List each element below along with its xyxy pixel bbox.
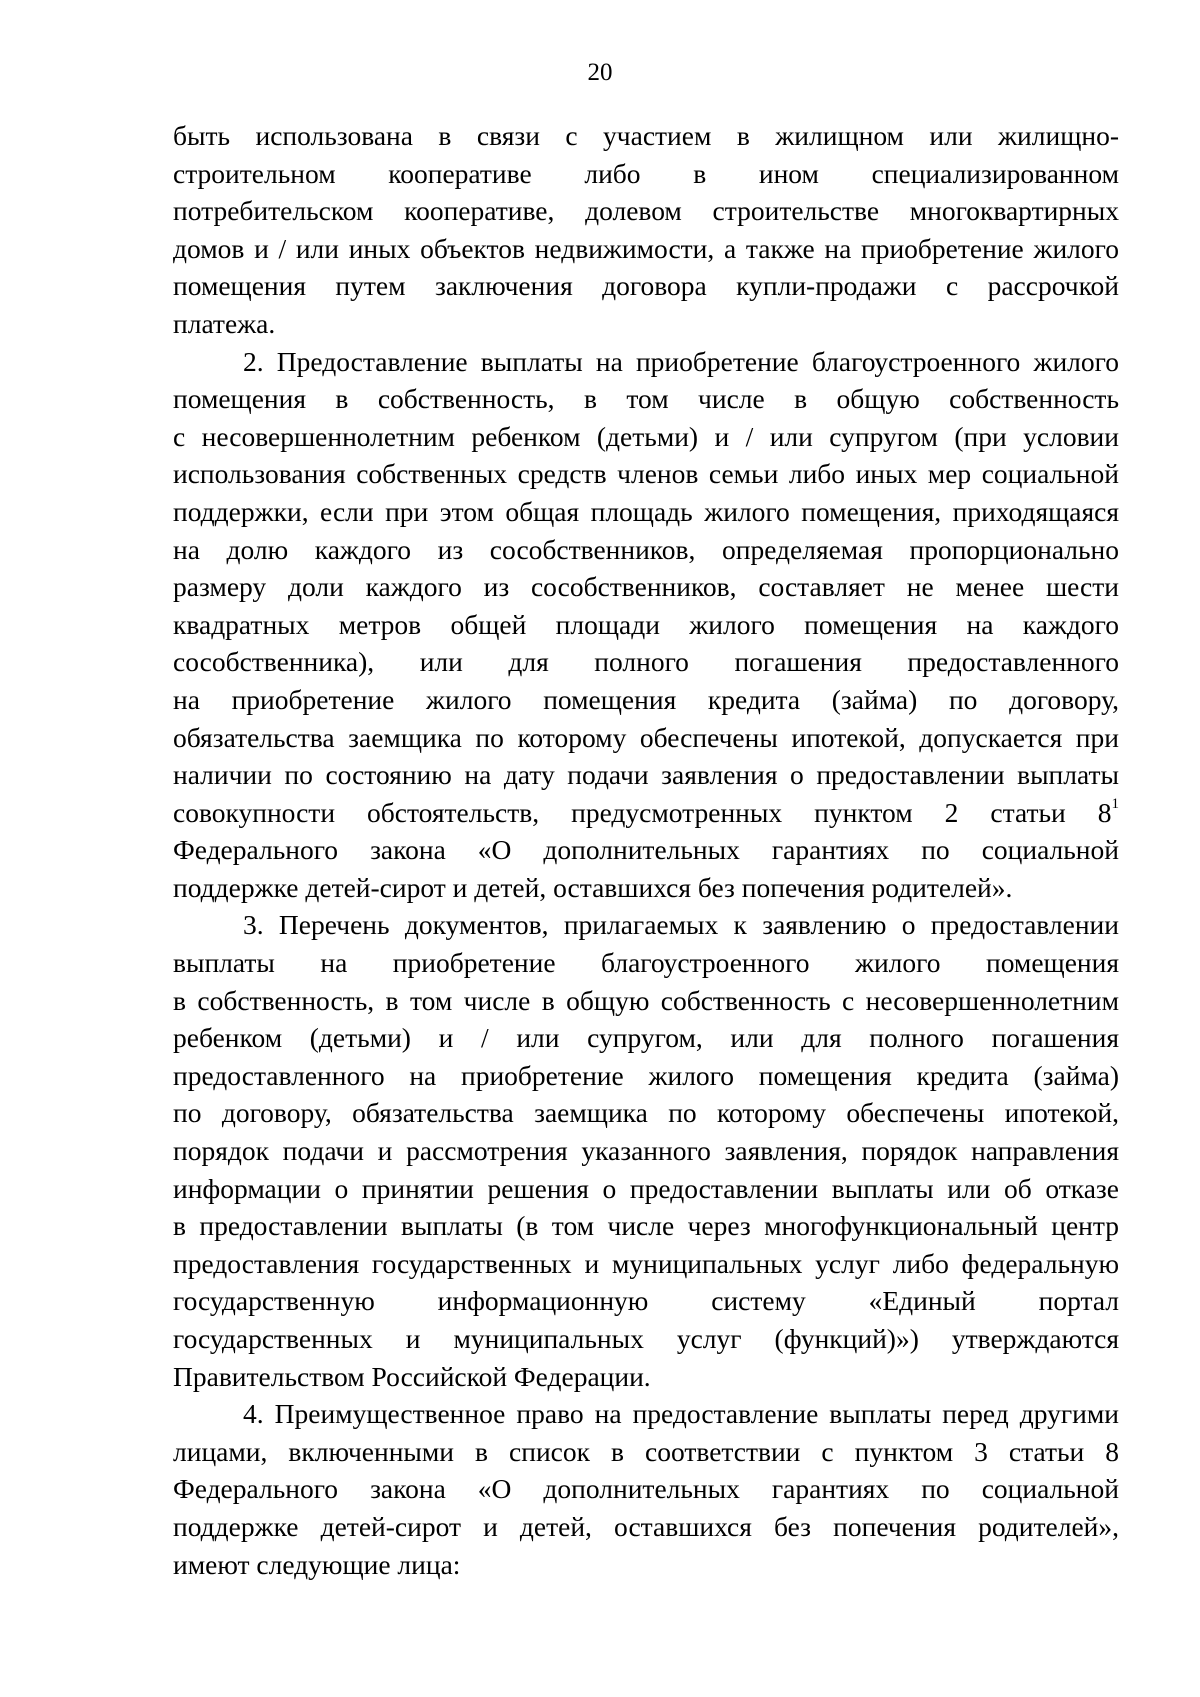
text-line: потребительском кооперативе, долевом строительстве многоквартирных — [173, 195, 1119, 227]
text-line: размеру доли каждого из сособственников, составляет не менее шести — [173, 571, 1119, 603]
text-line: с несовершеннолетним ребенком (детьми) и / или супругом (при условии — [173, 420, 1119, 452]
text-line: лицами, включенными в список в соответствии с пунктом 3 статьи 8 — [173, 1435, 1119, 1467]
paragraph-2 — [173, 343, 1119, 907]
text-line: наличии по состоянию на дату подачи заявления о предоставлении выплаты — [173, 759, 1119, 791]
text-line: поддержки, если при этом общая площадь жилого помещения, приходящаяся — [173, 495, 1119, 527]
text-line: поддержке детей-сирот и детей, оставшихся без попечения родителей». — [173, 871, 1013, 903]
text-line: помещения в собственность, в том числе в общую собственность — [173, 383, 1119, 415]
text-line: 2. Предоставление выплаты на приобретение благоустроенного жилого — [243, 345, 1119, 377]
text-line: 4. Преимущественное право на предоставление выплаты перед другими — [243, 1398, 1119, 1430]
text-line: домов и / или иных объектов недвижимости, а также на приобретение жилого — [173, 232, 1119, 264]
text-line: Федерального закона «О дополнительных гарантиях по социальной — [173, 834, 1119, 866]
text-line: предоставления государственных и муниципальных услуг либо федеральную — [173, 1247, 1119, 1279]
text-line: государственную информационную систему «Единый портал — [173, 1285, 1119, 1317]
text-line: по договору, обязательства заемщика по которому обеспечены ипотекой, — [173, 1097, 1119, 1129]
text-line: сособственника), или для полного погашения предоставленного — [173, 646, 1119, 678]
text-line: строительном кооперативе либо в ином специализированном — [173, 157, 1119, 189]
text-line: ребенком (детьми) и / или супругом, или для полного погашения — [173, 1022, 1119, 1054]
superscript-mark: 1 — [1111, 795, 1119, 812]
text-line: использования собственных средств членов семьи либо иных мер социальной — [173, 458, 1119, 490]
text-line-body: совокупности обстоятельств, предусмотренных пунктом 2 статьи 8 — [173, 796, 1112, 828]
text-line: на долю каждого из сособственников, определяемая пропорционально — [173, 533, 1119, 565]
text-line: в собственность, в том числе в общую собственность с несовершеннолетним — [173, 984, 1119, 1016]
text-line: квадратных метров общей площади жилого помещения на каждого — [173, 608, 1119, 640]
text-line: предоставленного на приобретение жилого помещения кредита (займа) — [173, 1059, 1119, 1091]
text-line: поддержке детей-сирот и детей, оставшихся без попечения родителей», — [173, 1510, 1119, 1542]
text-line: 3. Перечень документов, прилагаемых к заявлению о предоставлении — [243, 909, 1119, 941]
text-line: в предоставлении выплаты (в том числе через многофункциональный центр — [173, 1210, 1119, 1242]
text-line: платежа. — [173, 307, 276, 339]
text-line: помещения путем заключения договора купли-продажи с рассрочкой — [173, 270, 1119, 302]
text-line: выплаты на приобретение благоустроенного жилого помещения — [173, 947, 1119, 979]
text-line: обязательства заемщика по которому обеспечены ипотекой, допускается при — [173, 721, 1119, 753]
text-line: имеют следующие лица: — [173, 1548, 461, 1580]
paragraph-4 — [173, 1395, 1119, 1583]
text-line: информации о принятии решения о предоставлении выплаты или об отказе — [173, 1172, 1119, 1204]
page-number: 20 — [587, 59, 613, 86]
document-body — [173, 117, 1119, 1583]
paragraph-3 — [173, 906, 1119, 1395]
text-line: государственных и муниципальных услуг (функций)») утверждаются — [173, 1323, 1119, 1354]
text-line: порядок подачи и рассмотрения указанного заявления, порядок направления — [173, 1135, 1119, 1167]
paragraph-1 — [173, 117, 1119, 343]
text-line-with-superscript — [173, 794, 1119, 832]
text-line: Федерального закона «О дополнительных гарантиях по социальной — [173, 1473, 1119, 1505]
text-line: на приобретение жилого помещения кредита (займа) по договору, — [173, 683, 1119, 715]
text-line: Правительством Российской Федерации. — [173, 1360, 651, 1392]
text-line: быть использована в связи с участием в жилищном или жилищно- — [173, 120, 1119, 151]
